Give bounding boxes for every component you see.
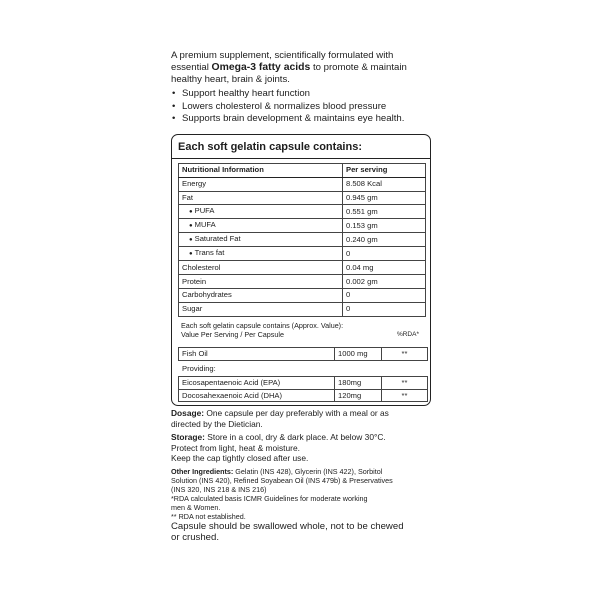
row-value: 1000 mg (335, 348, 382, 361)
panel-title: Each soft gelatin capsule contains: (178, 141, 362, 153)
nutrition-table (178, 163, 426, 317)
row-name-indented (179, 219, 343, 233)
row-name: Carbohydrates (179, 288, 343, 302)
table-row (179, 302, 426, 316)
row-value: 0.153 gm (343, 219, 426, 233)
row-name: Docosahexaenoic Acid (DHA) (179, 389, 335, 402)
row-name: Protein (179, 275, 343, 289)
table-row (179, 377, 428, 390)
row-name-text: Saturated Fat (194, 234, 241, 244)
table-row (179, 177, 426, 191)
storage-line-3: Keep the cap tightly closed after use. (171, 453, 309, 464)
benefit-item: • Support healthy heart function (171, 88, 431, 101)
row-value: 180mg (335, 377, 382, 390)
nutrition-panel (171, 134, 431, 406)
storage-text (171, 432, 435, 443)
row-value: 0 (343, 302, 426, 316)
benefit-item: • Lowers cholesterol & normalizes blood pressure (171, 101, 431, 114)
row-rda: ** (382, 389, 428, 402)
other-ingredients-label: Other Ingredients: (171, 466, 234, 476)
row-value: 120mg (335, 389, 382, 402)
intro-line-3: healthy heart, brain & joints. (171, 74, 290, 85)
row-name-indented (179, 205, 343, 219)
dosage-label: Dosage: (171, 408, 205, 418)
row-name: Fish Oil (179, 348, 335, 361)
row-name-indented (179, 233, 343, 247)
intro-line-2-pre: essential (171, 62, 212, 73)
table-row (179, 275, 426, 289)
table-header-row (179, 164, 426, 178)
intro-line-2-post: to promote & maintain (310, 62, 407, 73)
row-name: Eicosapentaenoic Acid (EPA) (179, 377, 335, 390)
header-per-serving: Per serving (343, 164, 426, 178)
row-rda: ** (382, 348, 428, 361)
footnote: *RDA calculated basis ICMR Guidelines for moderate working (171, 493, 368, 503)
storage-line-2: Protect from light, heat & moisture. (171, 442, 300, 453)
row-value: 0.002 gm (343, 275, 426, 289)
storage-label: Storage: (171, 432, 205, 443)
table-row (179, 219, 426, 233)
benefit-item: • Supports brain development & maintains eye health. (171, 113, 431, 126)
dosage-text (171, 408, 435, 419)
intro-line-2 (171, 62, 431, 74)
fatty-acid-table (178, 376, 428, 402)
divider (172, 158, 430, 159)
fish-oil-table (178, 347, 428, 361)
row-value: 0 (343, 288, 426, 302)
row-value: 0 (343, 247, 426, 261)
table-row (179, 261, 426, 275)
row-name-text: MUFA (194, 220, 216, 230)
row-value: 0.04 mg (343, 261, 426, 275)
bullet-icon: ● (189, 237, 193, 244)
approx-value-note (181, 321, 423, 339)
row-rda: ** (382, 377, 428, 390)
footnote: men & Women. (171, 502, 221, 512)
bullet-icon: ● (189, 223, 193, 230)
instructions-block (171, 408, 435, 544)
other-line-1 (171, 467, 435, 476)
approx-line-1: Each soft gelatin capsule contains (Approx. Value): (181, 321, 344, 330)
other-line-3: (INS 320, INS 218 & INS 216) (171, 484, 267, 494)
row-name-text: PUFA (194, 206, 215, 216)
bullet-icon: ● (189, 251, 193, 258)
closing-line-1: Capsule should be swallowed whole, not to be chewed (171, 520, 404, 532)
dosage-line-2: directed by the Dietician. (171, 418, 263, 429)
header-nutritional-information: Nutritional Information (179, 164, 343, 178)
intro-block (171, 50, 431, 126)
omega-3-highlight: Omega-3 fatty acids (211, 62, 311, 73)
table-row (179, 191, 426, 205)
providing-label: Providing: (182, 364, 216, 373)
row-name-indented (179, 247, 343, 261)
dosage-line-1: One capsule per day preferably with a meal or as (204, 408, 389, 418)
other-line-2: Solution (INS 420), Refined Soyabean Oil (INS 479b) & Preservatives (171, 475, 393, 485)
benefits-list (171, 88, 431, 126)
other-text-1: Gelatin (INS 428), Glycerin (INS 422), Sorbitol (233, 466, 383, 476)
row-name-text: Trans fat (194, 248, 225, 258)
footnote: ** RDA not established. (171, 511, 246, 521)
row-value: 0.945 gm (343, 191, 426, 205)
row-name: Energy (179, 177, 343, 191)
bullet-icon: ● (189, 209, 193, 216)
table-row (179, 288, 426, 302)
row-value: 0.551 gm (343, 205, 426, 219)
table-row (179, 389, 428, 402)
closing-text (171, 521, 435, 544)
other-ingredients (171, 467, 435, 521)
row-name: Cholesterol (179, 261, 343, 275)
intro-text (171, 50, 431, 86)
row-value: 0.240 gm (343, 233, 426, 247)
approx-line-2: Value Per Serving / Per Capsule (181, 330, 284, 339)
row-name: Fat (179, 191, 343, 205)
table-row (179, 348, 428, 361)
intro-line-1: A premium supplement, scientifically formulated with (171, 50, 394, 61)
table-row (179, 205, 426, 219)
row-value: 8.508 Kcal (343, 177, 426, 191)
table-row (179, 247, 426, 261)
table-row (179, 233, 426, 247)
rda-header: %RDA* (396, 331, 419, 338)
closing-line-2: or crushed. (171, 532, 219, 544)
row-name: Sugar (179, 302, 343, 316)
storage-line-1: Store in a cool, dry & dark place. At below 30°C. (204, 432, 386, 443)
